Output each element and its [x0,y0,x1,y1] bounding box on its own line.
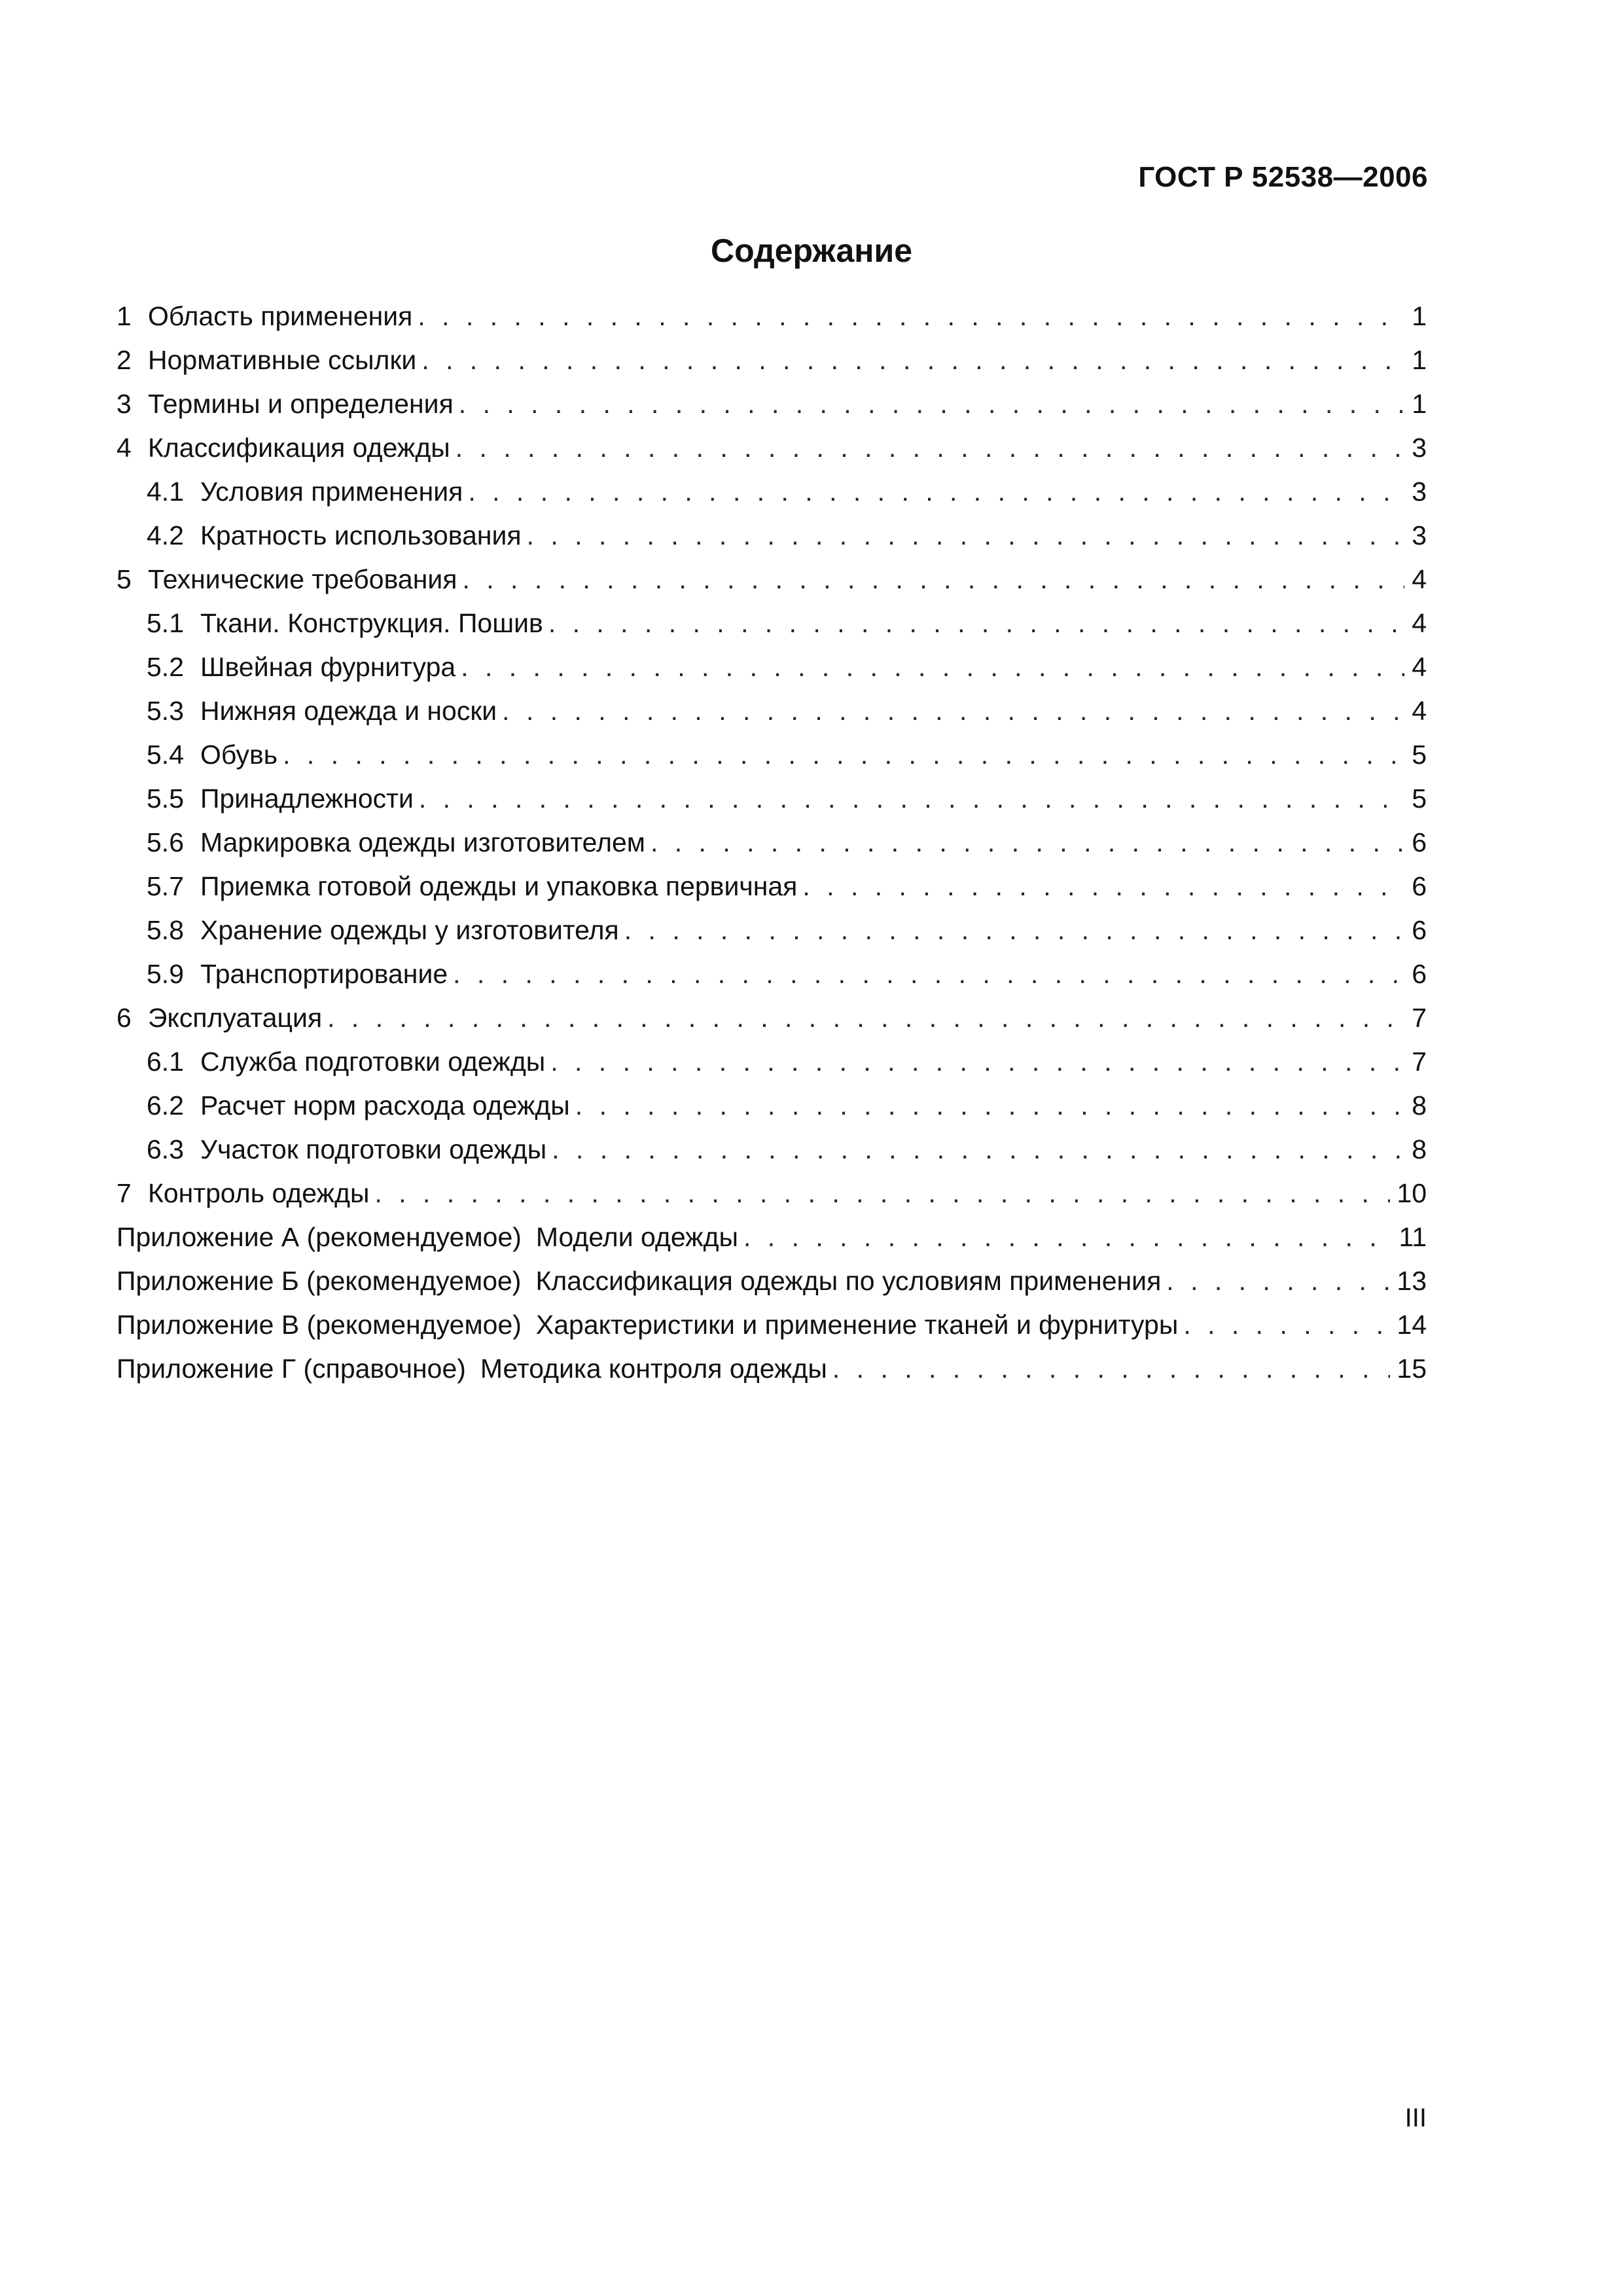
toc-entry-number: 5.4 [147,740,184,770]
toc-entry-number: 5.5 [147,783,184,814]
toc-entry-page: 6 [1412,827,1427,857]
toc-entry-label: Термины и определения [148,389,454,419]
toc-subentry[interactable] [116,608,1427,652]
toc-leader-dots [802,871,1404,902]
toc-leader-dots [327,1003,1404,1033]
toc-subentry[interactable] [116,696,1427,740]
toc-entry-page: 5 [1412,783,1427,814]
toc-subentry[interactable] [116,871,1427,915]
toc-entry-page: 7 [1412,1047,1427,1077]
toc-entry-label: Методика контроля одежды [480,1354,827,1384]
toc-entry-number: 6 [116,1003,132,1033]
toc-entry-number: 6.3 [147,1134,184,1164]
toc-entry-label: Ткани. Конструкция. Пошив [200,608,543,638]
page-number: III [1404,2104,1427,2132]
toc-entry-page: 14 [1397,1310,1427,1340]
toc-entry[interactable] [116,433,1427,476]
toc-entry-label: Хранение одежды у изготовителя [200,915,619,945]
toc-entry-number: 7 [116,1178,132,1208]
toc-entry-label: Технические требования [148,564,457,594]
toc-entry-label: Условия применения [200,476,463,507]
toc-leader-dots [624,915,1404,946]
toc-entry-number: 5.1 [147,608,184,638]
toc-entry-page: 3 [1412,520,1427,550]
toc-entry-page: 8 [1412,1090,1427,1121]
toc-entry-number: 5.6 [147,827,184,857]
toc-entry-label: Модели одежды [535,1222,738,1252]
toc-entry-page: 4 [1412,696,1427,726]
toc-entry[interactable] [116,345,1427,389]
toc-leader-dots [418,301,1404,332]
toc-leader-dots [502,696,1404,726]
toc-leader-dots [832,1354,1391,1384]
toc-annex-designation: Приложение А (рекомендуемое) [116,1222,522,1252]
toc-entry-number: 2 [116,345,132,375]
toc-entry-number: 5.7 [147,871,184,901]
toc-entry-label: Маркировка одежды изготовителем [200,827,645,857]
toc-entry-label: Принадлежности [200,783,414,814]
toc-leader-dots [453,959,1404,990]
toc-subentry[interactable] [116,476,1427,520]
toc-entry-label: Классификация одежды по условиям применения [535,1266,1162,1296]
toc-entry-number: 4 [116,433,132,463]
toc-leader-dots [743,1222,1392,1253]
toc-entry-number: 6.1 [147,1047,184,1077]
toc-leader-dots [419,783,1404,814]
toc-title: Содержание [710,232,913,269]
toc-entry-page: 6 [1412,959,1427,989]
toc-entry-label: Кратность использования [200,520,522,550]
toc-entry-page: 10 [1397,1178,1427,1208]
toc-annex-entry[interactable] [116,1310,1427,1354]
toc-subentry[interactable] [116,652,1427,696]
toc-entry-page: 7 [1412,1003,1427,1033]
toc-entry-page: 4 [1412,564,1427,594]
toc-entry-label: Контроль одежды [148,1178,370,1208]
toc-entry-page: 1 [1412,301,1427,331]
toc-entry-number: 5.3 [147,696,184,726]
toc-leader-dots [461,652,1404,683]
toc-entry-label: Расчет норм расхода одежды [200,1090,570,1121]
toc-entry-label: Классификация одежды [148,433,450,463]
toc-entry-label: Участок подготовки одежды [200,1134,547,1164]
toc-entry[interactable] [116,389,1427,433]
toc-entry-label: Швейная фурнитура [200,652,456,682]
toc-entry-label: Нижняя одежда и носки [200,696,497,726]
toc-leader-dots [468,476,1404,507]
toc-entry-number: 4.1 [147,476,184,507]
toc-entry-number: 5.8 [147,915,184,945]
table-of-contents [116,301,1427,1397]
toc-entry-page: 13 [1397,1266,1427,1296]
toc-entry-number: 3 [116,389,132,419]
toc-entry-label: Область применения [148,301,413,331]
toc-leader-dots [283,740,1404,770]
toc-entry-label: Транспортирование [200,959,448,989]
toc-entry[interactable] [116,564,1427,608]
toc-annex-entry[interactable] [116,1354,1427,1397]
toc-entry-number: 5 [116,564,132,594]
toc-leader-dots [527,520,1404,551]
toc-subentry[interactable] [116,1047,1427,1090]
toc-annex-designation: Приложение Г (справочное) [116,1354,466,1384]
toc-subentry[interactable] [116,520,1427,564]
toc-entry[interactable] [116,301,1427,345]
toc-entry-page: 4 [1412,652,1427,682]
toc-entry-page: 15 [1397,1354,1427,1384]
toc-leader-dots [1166,1266,1390,1297]
toc-leader-dots [1183,1310,1390,1340]
toc-entry-label: Служба подготовки одежды [200,1047,546,1077]
toc-annex-entry[interactable] [116,1222,1427,1266]
toc-subentry[interactable] [116,959,1427,1003]
toc-subentry[interactable] [116,827,1427,871]
toc-subentry[interactable] [116,1134,1427,1178]
toc-entry-label: Эксплуатация [148,1003,323,1033]
toc-annex-designation: Приложение В (рекомендуемое) [116,1310,522,1340]
document-code: ГОСТ Р 52538—2006 [1138,161,1428,193]
toc-entry-page: 11 [1399,1222,1427,1252]
toc-leader-dots [548,608,1404,639]
toc-annex-entry[interactable] [116,1266,1427,1310]
toc-entry-label: Нормативные ссылки [148,345,417,375]
toc-entry-page: 5 [1412,740,1427,770]
toc-entry-page: 8 [1412,1134,1427,1164]
toc-entry[interactable] [116,1178,1427,1222]
toc-entry-page: 3 [1412,433,1427,463]
toc-annex-designation: Приложение Б (рекомендуемое) [116,1266,522,1296]
toc-leader-dots [462,564,1404,595]
toc-leader-dots [575,1090,1404,1121]
toc-leader-dots [455,433,1404,463]
toc-entry-number: 5.9 [147,959,184,989]
toc-subentry[interactable] [116,915,1427,959]
toc-entry-page: 3 [1412,476,1427,507]
toc-subentry[interactable] [116,1090,1427,1134]
toc-entry-number: 5.2 [147,652,184,682]
toc-subentry[interactable] [116,740,1427,783]
toc-entry-page: 6 [1412,915,1427,945]
toc-entry[interactable] [116,1003,1427,1047]
toc-entry-label: Обувь [200,740,278,770]
toc-leader-dots [552,1134,1404,1165]
toc-leader-dots [374,1178,1390,1209]
toc-entry-number: 4.2 [147,520,184,550]
toc-entry-label: Характеристики и применение тканей и фурнитуры [535,1310,1179,1340]
toc-entry-label: Приемка готовой одежды и упаковка первичная [200,871,798,901]
toc-leader-dots [651,827,1404,858]
toc-entry-number: 1 [116,301,132,331]
toc-entry-page: 1 [1412,389,1427,419]
toc-entry-page: 6 [1412,871,1427,901]
toc-subentry[interactable] [116,783,1427,827]
toc-entry-page: 4 [1412,608,1427,638]
toc-leader-dots [550,1047,1404,1077]
toc-entry-number: 6.2 [147,1090,184,1121]
toc-entry-page: 1 [1412,345,1427,375]
toc-leader-dots [421,345,1404,376]
toc-leader-dots [459,389,1404,420]
